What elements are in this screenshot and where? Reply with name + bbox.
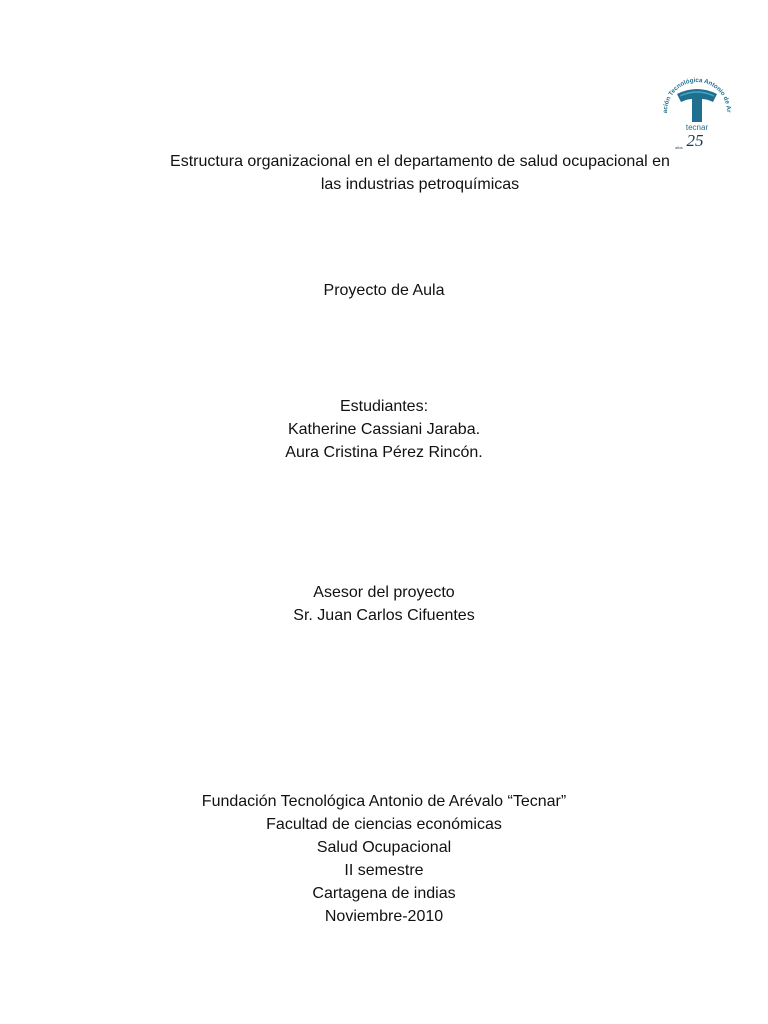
- advisor-section: [0, 581, 768, 627]
- faculty-name: Facultad de ciencias económicas: [266, 816, 502, 833]
- project-label: Proyecto de Aula: [323, 282, 445, 299]
- students-heading: Estudiantes:: [339, 398, 429, 415]
- title-line: Estructura organizacional en el departamento de salud ocupacional en: [170, 153, 670, 170]
- advisor-heading: Asesor del proyecto: [313, 584, 455, 601]
- logo-name: tecnar: [685, 123, 709, 132]
- document-title: [36, 150, 768, 196]
- tecnar-logo: [657, 72, 737, 152]
- project-type: [0, 279, 768, 302]
- title-line: las industrias petroquímicas: [320, 176, 520, 193]
- advisor-name: Sr. Juan Carlos Cifuentes: [293, 607, 475, 624]
- semester: II semestre: [344, 862, 424, 879]
- date: Noviembre-2010: [324, 908, 444, 925]
- logo-seal-text: ación Tecnológica Antonio de Ar: [661, 76, 733, 114]
- student-name: Katherine Cassiani Jaraba.: [287, 421, 481, 438]
- institution-section: [0, 790, 768, 928]
- logo-anniversary-suffix: años: [675, 146, 683, 150]
- city: Cartagena de indias: [312, 885, 456, 902]
- students-section: [0, 395, 768, 464]
- logo-anniversary: 25: [686, 131, 704, 150]
- student-name: Aura Cristina Pérez Rincón.: [285, 444, 483, 461]
- institution-name: Fundación Tecnológica Antonio de Arévalo “Tecnar”: [201, 793, 567, 810]
- program-name: Salud Ocupacional: [316, 839, 452, 856]
